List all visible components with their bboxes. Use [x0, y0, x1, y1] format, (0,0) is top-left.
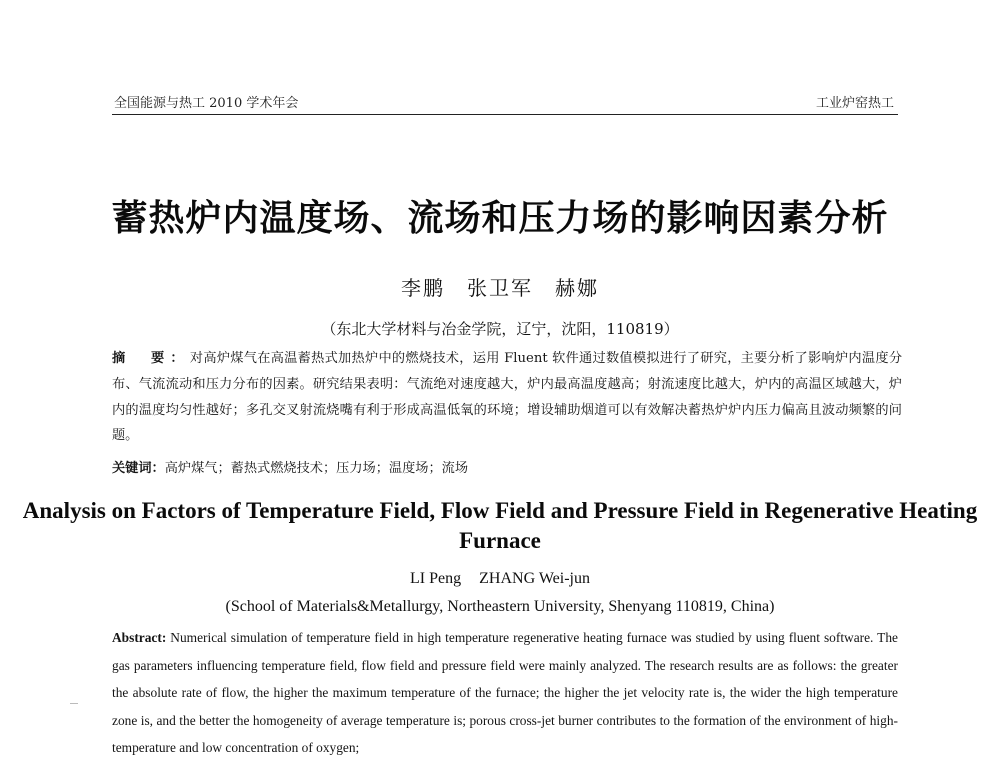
english-author: ZHANG Wei-jun [479, 570, 590, 587]
english-abstract-label: Abstract: [112, 630, 167, 645]
english-affiliation: (School of Materials&Metallurgy, Northeastern University, Shenyang 110819, China) [225, 598, 775, 615]
running-header [112, 92, 898, 114]
header-section: 工业炉窑热工 [815, 96, 894, 111]
english-author: LI Peng [410, 570, 462, 587]
chinese-authors: 李鹏 张卫军 赫娜 [401, 276, 599, 300]
header-conference: 全国能源与热工 2010 学术年会 [114, 96, 299, 111]
chinese-keywords [112, 457, 902, 476]
chinese-keywords-label: 关键词： [112, 461, 165, 476]
english-title: Analysis on Factors of Temperature Field, Flow Field and Pressure Field in Regenerative Heating Furnace [22, 498, 978, 553]
english-abstract-text: Numerical simulation of temperature field in high temperature regenerative heating furnace was studied by using fluent software. The gas parameters influencing temperature field, flow field and pressure field were mainly analyzed. The research results are as follows: the greater the absolute rate of flow, the higher the maximum temperature of the furnace; the higher the jet velocity rate is, the wider the high temperature zone is, and the better the homogeneity of average temperature is; porous cross-jet burner contributes to the formation of the environment of high-temperature and low concentration of oxygen; [112, 630, 898, 755]
header-rule [112, 114, 898, 115]
margin-mark [70, 703, 78, 704]
chinese-keywords-text: 高炉煤气；蓄热式燃烧技术；压力场；温度场；流场 [164, 461, 469, 476]
english-authors [0, 570, 1000, 588]
english-abstract [112, 624, 898, 762]
chinese-abstract-text: 对高炉煤气在高温蓄热式加热炉中的燃烧技术，运用 Fluent 软件通过数值模拟进行了研究，主要分析了影响炉内温度分布、气流流动和压力分布的因素。研究结果表明：气流绝对速度越大，炉内最高温度越高；射流速度比越大，炉内的高温区域越大，炉内的温度均匀性越好；多孔交叉射流烧嘴有利于形成高温低氧的环境；增设辅助烟道可以有效解决蓄热炉炉内压力偏高且波动频繁的问题。 [112, 351, 903, 444]
chinese-abstract [112, 346, 902, 449]
chinese-affiliation: （东北大学材料与冶金学院，辽宁，沈阳，110819） [321, 320, 679, 338]
chinese-abstract-label: 摘 要： [112, 351, 190, 366]
chinese-title: 蓄热炉内温度场、流场和压力场的影响因素分析 [111, 197, 889, 239]
